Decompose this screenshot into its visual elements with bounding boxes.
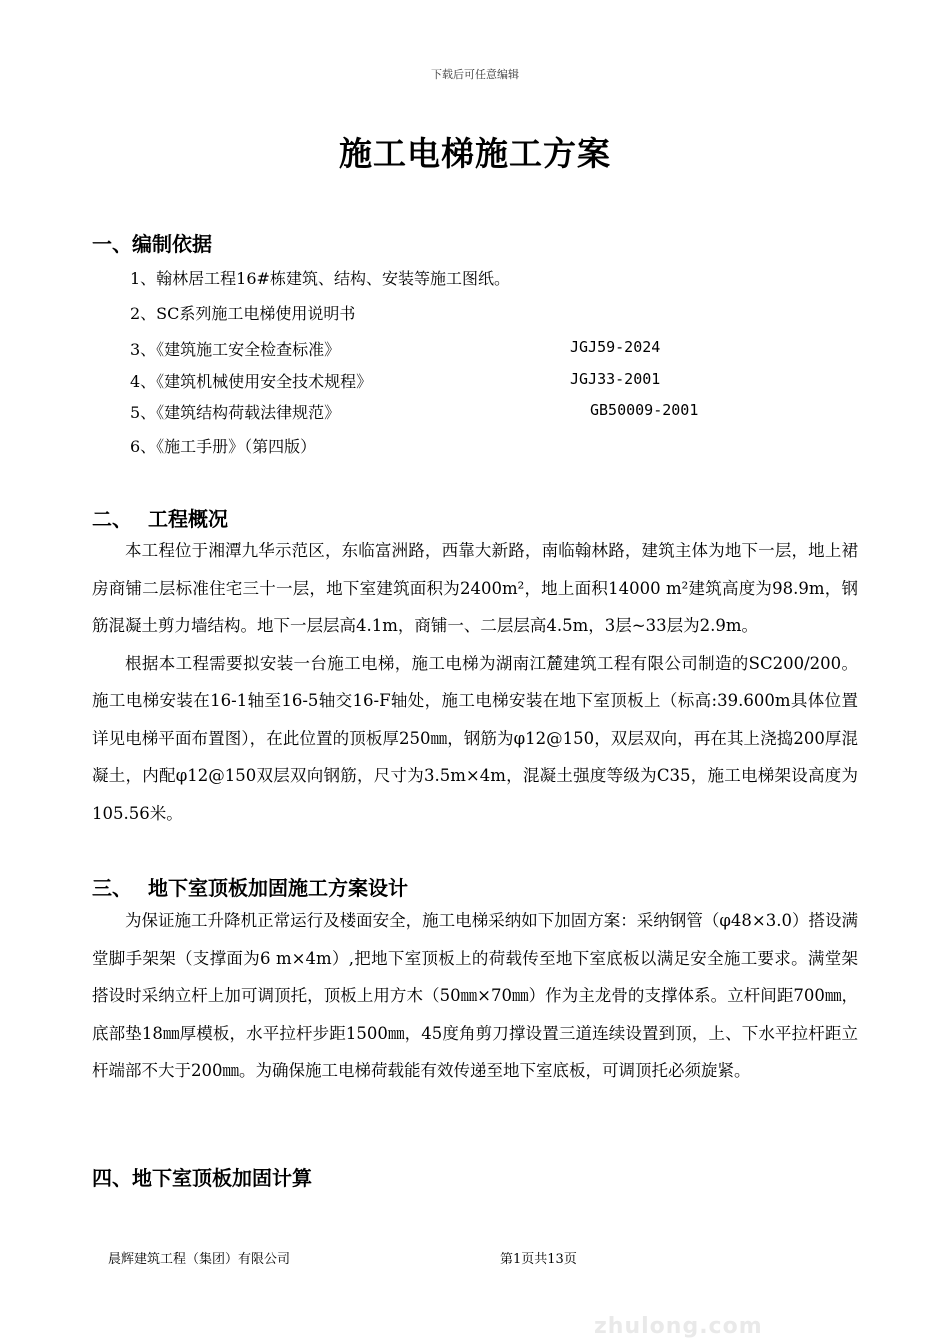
- design-paragraph-1: 为保证施工升降机正常运行及楼面安全，施工电梯采纳如下加固方案：采纳钢管（φ48×3.0）搭设满堂脚手架架（支撑面为6 m×4m）,把地下室顶板上的荷载传至地下室底板以满足安全施工要求。满堂架搭设时采纳立杆上加可调顶托，顶板上用方木（50㎜×70㎜）作为主龙骨的支撑体系。立杆间距700㎜，底部垫18㎜厚模板，水平拉杆步距1500㎜，45度角剪刀撑设置三道连续设置到顶，上、下水平拉杆距立杆端部不大于200㎜。为确保施工电梯荷载能有效传递至地下室底板，可调顶托必须旋紧。: [92, 911, 858, 1080]
- section-number: 二、: [92, 507, 132, 531]
- basis-item-text: 1、翰林居工程16#栋建筑、结构、安装等施工图纸。: [130, 269, 510, 288]
- section-title: 地下室顶板加固施工方案设计: [148, 876, 408, 900]
- section-title: 工程概况: [148, 507, 228, 531]
- basis-item-text: 5、《建筑结构荷载法律规范》: [130, 403, 341, 422]
- overview-paragraph-2: 根据本工程需要拟安装一台施工电梯，施工电梯为湖南江麓建筑工程有限公司制造的SC200/200。施工电梯安装在16-1轴至16-5轴交16-F轴处，施工电梯安装在地下室顶板上（标高:39.600m具体位置详见电梯平面布置图），在此位置的顶板厚250㎜，钢筋为φ12@150，双层双向，再在其上浇捣200厚混凝土，内配φ12@150双层双向钢筋，尺寸为3.5m×4m，混凝土强度等级为C35，施工电梯架设高度为105.56米。: [92, 653, 858, 823]
- basis-item-text: 2、SC系列施工电梯使用说明书: [130, 304, 356, 323]
- basis-item-6: [130, 434, 316, 457]
- basis-item-1: [130, 266, 510, 289]
- overview-paragraph-1: 本工程位于湘潭九华示范区，东临富洲路，西靠大新路，南临翰林路，建筑主体为地下一层，地上裙房商铺二层标准住宅三十一层，地下室建筑面积为2400m²，地上面积14000 m²建筑高度为98.9m，钢筋混凝土剪力墙结构。地下一层层高4.1m，商铺一、二层层高4.5m，3层~33层为2.9m。: [92, 541, 858, 635]
- watermark-text: zhulong.com: [594, 1314, 763, 1339]
- footer-page-number: 第1页共13页: [500, 1252, 577, 1267]
- basis-item-code: JGJ33-2001: [570, 370, 661, 388]
- section-heading-design: [92, 872, 408, 901]
- section-number: 三、: [92, 876, 132, 900]
- design-text: [92, 902, 858, 1090]
- basis-item-code: JGJ59-2024: [570, 338, 661, 356]
- header-note: 下载后可任意编辑: [431, 68, 519, 81]
- footer-company: 晨辉建筑工程（集团）有限公司: [108, 1252, 291, 1267]
- basis-item-text: 4、《建筑机械使用安全技术规程》: [130, 372, 373, 391]
- basis-item-5: [130, 400, 699, 423]
- basis-item-text: 3、《建筑施工安全检查标准》: [130, 340, 341, 359]
- section-heading-calculation: 四、地下室顶板加固计算: [92, 1166, 312, 1190]
- basis-item-3: [130, 337, 661, 360]
- basis-item-2: [130, 301, 355, 324]
- document-title: 施工电梯施工方案: [339, 134, 611, 173]
- basis-item-text: 6、《施工手册》（第四版）: [130, 437, 317, 456]
- section-heading-basis: 一、编制依据: [92, 232, 212, 256]
- overview-text: [92, 532, 858, 832]
- section-heading-overview: [92, 503, 228, 532]
- basis-item-code: GB50009-2001: [590, 401, 699, 419]
- basis-item-4: [130, 369, 661, 392]
